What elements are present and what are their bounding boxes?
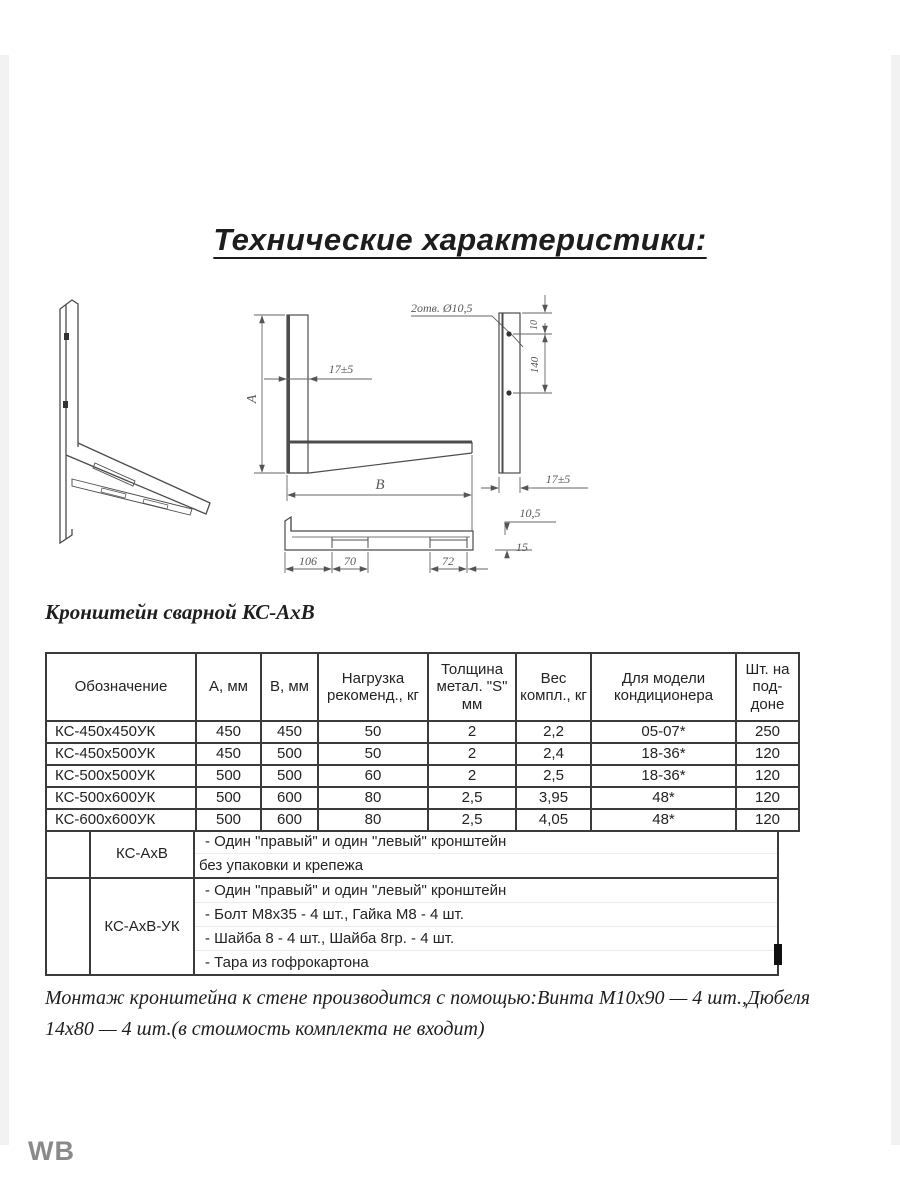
table-row xyxy=(46,721,799,743)
side-view xyxy=(287,315,472,473)
kit-narrow-cell xyxy=(47,879,91,974)
cell-load: 80 xyxy=(318,787,428,809)
right-edge-strip xyxy=(891,55,900,1145)
table-row xyxy=(46,743,799,765)
mounting-note xyxy=(45,983,860,1045)
col-header-ac-model: Для модели кондиционера xyxy=(591,653,736,721)
dim-label-17-5-side: 17±5 xyxy=(545,472,571,486)
mounting-note-line1: Монтаж кронштейна к стене производится с помощью:Винта М10х90 — 4 шт.,Дюбеля xyxy=(45,987,811,1009)
col-header-weight: Вес компл., кг xyxy=(516,653,591,721)
cell-thickness: 2 xyxy=(428,743,516,765)
kit-content-line: - Тара из гофрокартона xyxy=(205,954,369,971)
cell-b: 600 xyxy=(261,809,318,831)
dim-label-106: 106 xyxy=(299,554,317,568)
cell-thickness: 2 xyxy=(428,721,516,743)
cell-load: 50 xyxy=(318,743,428,765)
cell-weight: 2,5 xyxy=(516,765,591,787)
side-view-dimensions xyxy=(254,315,514,531)
cell-load: 50 xyxy=(318,721,428,743)
kit-row-ks-axb xyxy=(47,830,777,879)
kit-label: КС-АхВ xyxy=(91,830,195,877)
kit-content-line: - Один "правый" и один "левый" кронштейн xyxy=(195,879,777,903)
table-row xyxy=(46,787,799,809)
cell-qty: 250 xyxy=(736,721,799,743)
dim-label-17-5-top: 17±5 xyxy=(328,362,354,376)
table-row xyxy=(46,809,799,831)
mounting-note-line2: 14х80 — 4 шт.(в стоимость комплекта не входит) xyxy=(45,1018,485,1040)
cell-a: 450 xyxy=(196,743,261,765)
dim-label-15: 15 xyxy=(516,540,528,554)
spec-header-row xyxy=(46,653,799,721)
table-row xyxy=(46,765,799,787)
dim-label-70: 70 xyxy=(344,554,356,568)
dim-label-10-5-plate: 10,5 xyxy=(519,506,541,520)
cell-load: 80 xyxy=(318,809,428,831)
kit-content-line: без упаковки и крепежа xyxy=(199,857,364,874)
cell-model: КС-500х500УК xyxy=(46,765,196,787)
perspective-view xyxy=(60,300,210,543)
left-edge-strip xyxy=(0,55,9,1145)
cell-ac-model: 05-07* xyxy=(591,721,736,743)
dim-label-A: А xyxy=(245,394,260,404)
col-header-thickness: Толщина метал. "S" мм xyxy=(428,653,516,721)
cell-b: 500 xyxy=(261,743,318,765)
kit-content xyxy=(195,879,777,974)
cell-qty: 120 xyxy=(736,787,799,809)
kit-content xyxy=(195,830,777,877)
kit-label: КС-АхВ-УК xyxy=(91,879,195,974)
kit-row-ks-axb-uk xyxy=(47,879,777,974)
cell-qty: 120 xyxy=(736,809,799,831)
cell-weight: 4,05 xyxy=(516,809,591,831)
cell-model: КС-600х600УК xyxy=(46,809,196,831)
dim-label-B: В xyxy=(375,477,385,493)
cell-load: 60 xyxy=(318,765,428,787)
dim-label-140: 140 xyxy=(529,356,541,374)
cell-a: 500 xyxy=(196,809,261,831)
cell-ac-model: 18-36* xyxy=(591,765,736,787)
kit-narrow-cell xyxy=(47,830,91,877)
col-header-a-mm: А, мм xyxy=(196,653,261,721)
cell-b: 450 xyxy=(261,721,318,743)
col-header-pallet-qty: Шт. на под-доне xyxy=(736,653,799,721)
cell-a: 450 xyxy=(196,721,261,743)
cell-weight: 3,95 xyxy=(516,787,591,809)
cell-ac-model: 48* xyxy=(591,787,736,809)
holes-note: 2отв. Ø10,5 xyxy=(411,301,473,315)
cell-thickness: 2,5 xyxy=(428,809,516,831)
page-title: Технические характеристики: xyxy=(213,222,707,257)
drawing-caption: Кронштейн сварной КС-АхВ xyxy=(45,600,315,624)
kit-contents-table xyxy=(45,830,779,976)
cell-model: КС-450х450УК xyxy=(46,721,196,743)
kit-content-line: - Шайба 8 - 4 шт., Шайба 8гр. - 4 шт. xyxy=(195,927,777,951)
cell-ac-model: 48* xyxy=(591,809,736,831)
kit-content-line: - Болт М8х35 - 4 шт., Гайка М8 - 4 шт. xyxy=(195,903,777,927)
cell-qty: 120 xyxy=(736,765,799,787)
cell-a: 500 xyxy=(196,787,261,809)
cell-thickness: 2 xyxy=(428,765,516,787)
cell-model: КС-500х600УК xyxy=(46,787,196,809)
cell-a: 500 xyxy=(196,765,261,787)
top-view xyxy=(285,517,473,550)
cell-weight: 2,2 xyxy=(516,721,591,743)
dim-label-10: 10 xyxy=(529,320,540,330)
cell-qty: 120 xyxy=(736,743,799,765)
cell-thickness: 2,5 xyxy=(428,787,516,809)
cell-weight: 2,4 xyxy=(516,743,591,765)
cell-model: КС-450х500УК xyxy=(46,743,196,765)
cell-b: 600 xyxy=(261,787,318,809)
spec-table xyxy=(45,652,800,832)
scan-artifact-mark xyxy=(774,944,782,965)
col-header-b-mm: В, мм xyxy=(261,653,318,721)
wb-watermark: WB xyxy=(28,1136,75,1166)
cell-ac-model: 18-36* xyxy=(591,743,736,765)
dim-label-72: 72 xyxy=(442,554,454,568)
col-header-designation: Обозначение xyxy=(46,653,196,721)
cell-b: 500 xyxy=(261,765,318,787)
col-header-load: Нагрузка рекоменд., кг xyxy=(318,653,428,721)
bracket-technical-drawing xyxy=(40,285,740,595)
kit-content-line: - Один "правый" и один "левый" кронштейн xyxy=(195,830,777,854)
